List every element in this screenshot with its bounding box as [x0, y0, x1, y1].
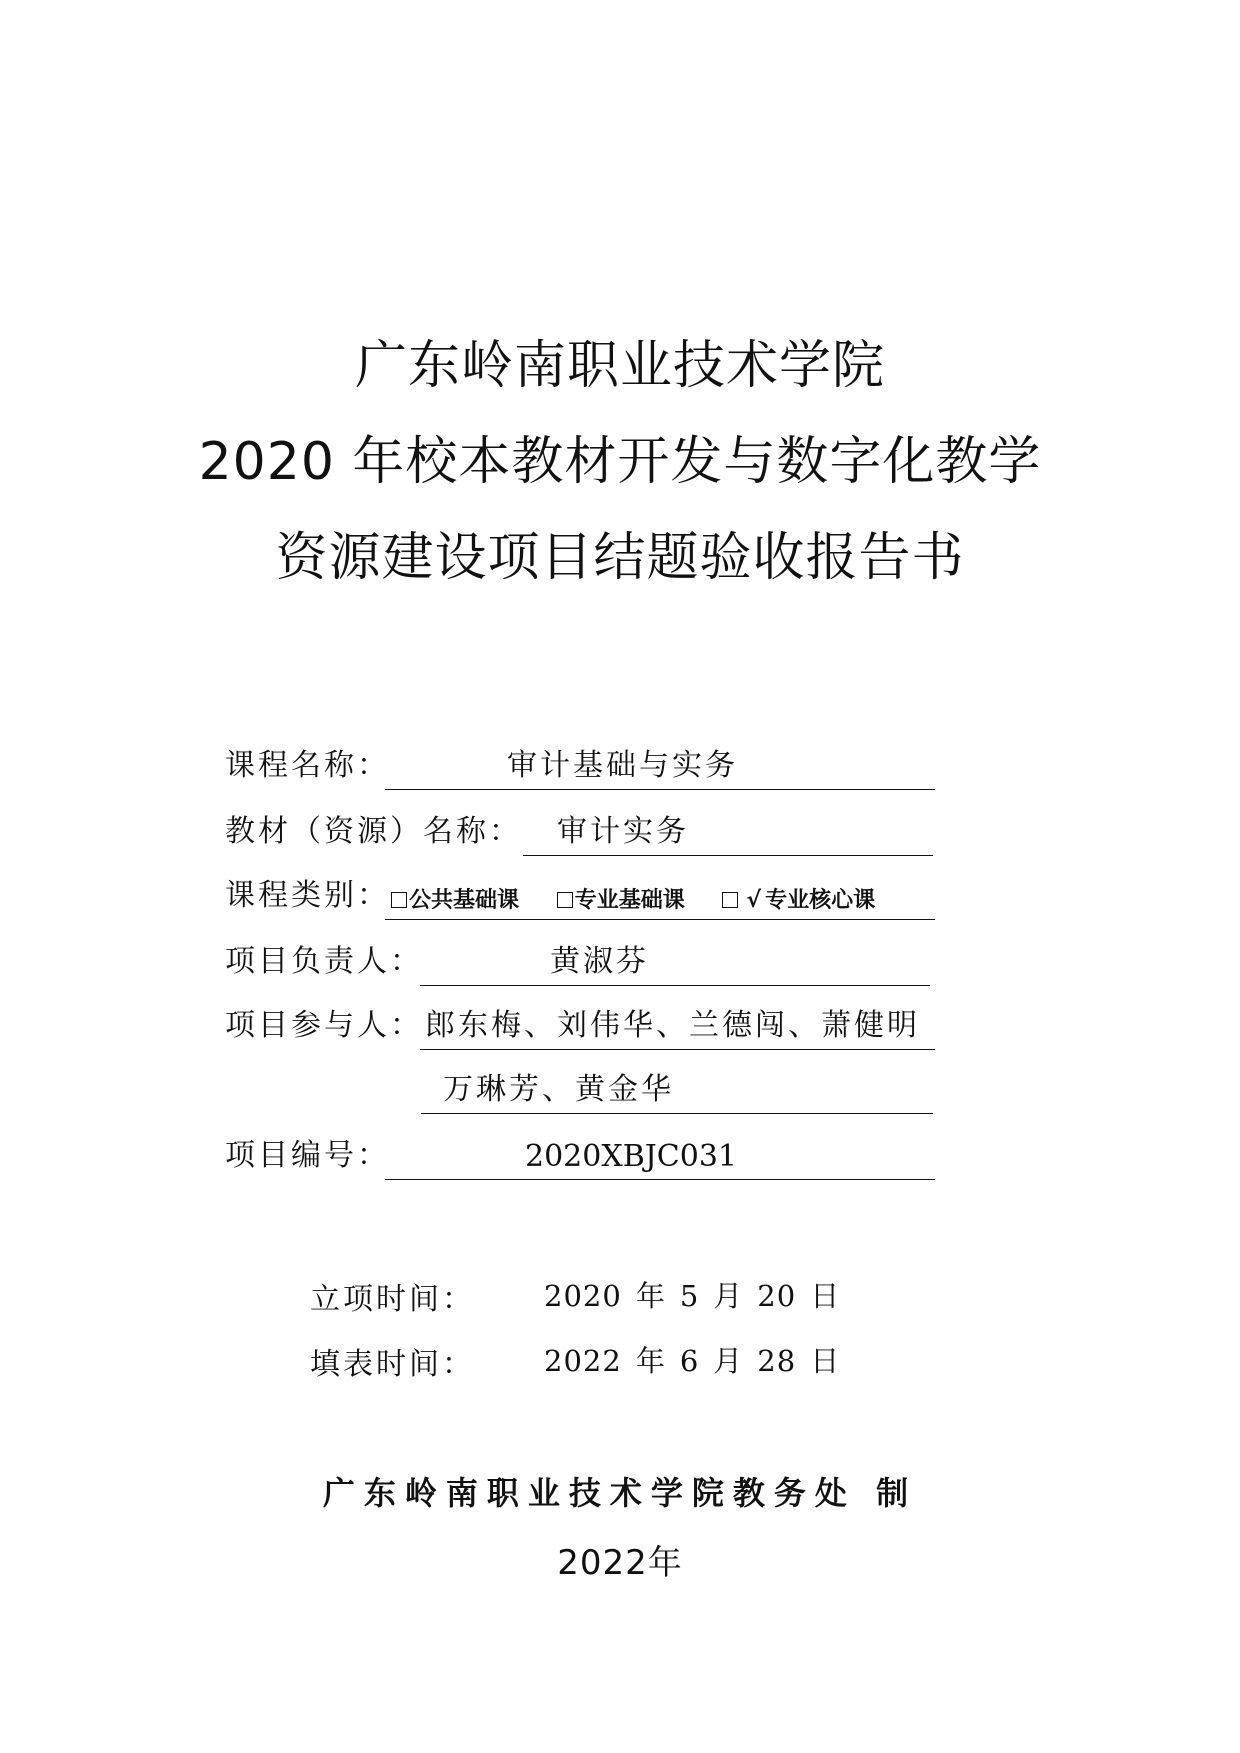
course-name-label: 课程名称： [225, 748, 390, 783]
fill-date-label: 填表时间： [310, 1347, 475, 1382]
project-participants-label: 项目参与人： [225, 1008, 423, 1043]
title-line-3: 资源建设项目结题验收报告书 [275, 528, 965, 588]
project-participants-row [225, 1000, 945, 1050]
project-number-value: 2020XBJC031 [525, 1139, 737, 1174]
course-category-row [225, 870, 945, 920]
category-option-major-core[interactable]: √ 专业核心课 [722, 883, 875, 914]
project-leader-value: 黄淑芬 [550, 944, 649, 979]
participants-line-2: 万琳芳、黄金华 [443, 1072, 674, 1107]
material-name-label: 教材（资源）名称： [225, 814, 522, 849]
check-mark-icon: √ [746, 888, 762, 913]
issuer-org: 广东岭南职业技术学院教务处 制 [322, 1474, 918, 1512]
course-name-value: 审计基础与实务 [507, 748, 738, 783]
project-participants-continued-row [225, 1064, 945, 1114]
year-footer [0, 1535, 1240, 1584]
project-leader-underline [420, 945, 930, 986]
approval-date-label: 立项时间： [310, 1282, 475, 1317]
course-name-row [225, 740, 945, 790]
project-leader-row [225, 936, 945, 986]
title-line-1: 广东岭南职业技术学院 [354, 336, 885, 396]
fill-date-value: 2022 年 6 月 28 日 [544, 1344, 841, 1378]
title-line-2: 2020 年校本教材开发与数字化教学 [198, 432, 1042, 492]
participants-line-1: 郎东梅、刘伟华、兰德闯、萧健明 [425, 1008, 920, 1043]
document-title [0, 318, 1240, 606]
issuer-footer [0, 1468, 1240, 1514]
category-option-major-basic[interactable]: 专业基础课 [557, 883, 685, 914]
material-name-value: 审计实务 [557, 814, 689, 849]
checkbox-empty-icon [391, 892, 407, 908]
project-number-row [225, 1130, 945, 1180]
category-option-public-basic[interactable]: 公共基础课 [391, 883, 519, 914]
checkbox-empty-icon [557, 892, 573, 908]
project-number-label: 项目编号： [225, 1138, 390, 1173]
project-leader-label: 项目负责人： [225, 944, 423, 979]
material-name-row [225, 806, 945, 856]
course-category-label: 课程类别： [225, 878, 390, 913]
course-category-options [391, 883, 875, 914]
issue-year: 2022年 [557, 1543, 683, 1583]
checkbox-icon [722, 892, 738, 908]
approval-date-value: 2020 年 5 月 20 日 [544, 1279, 841, 1313]
